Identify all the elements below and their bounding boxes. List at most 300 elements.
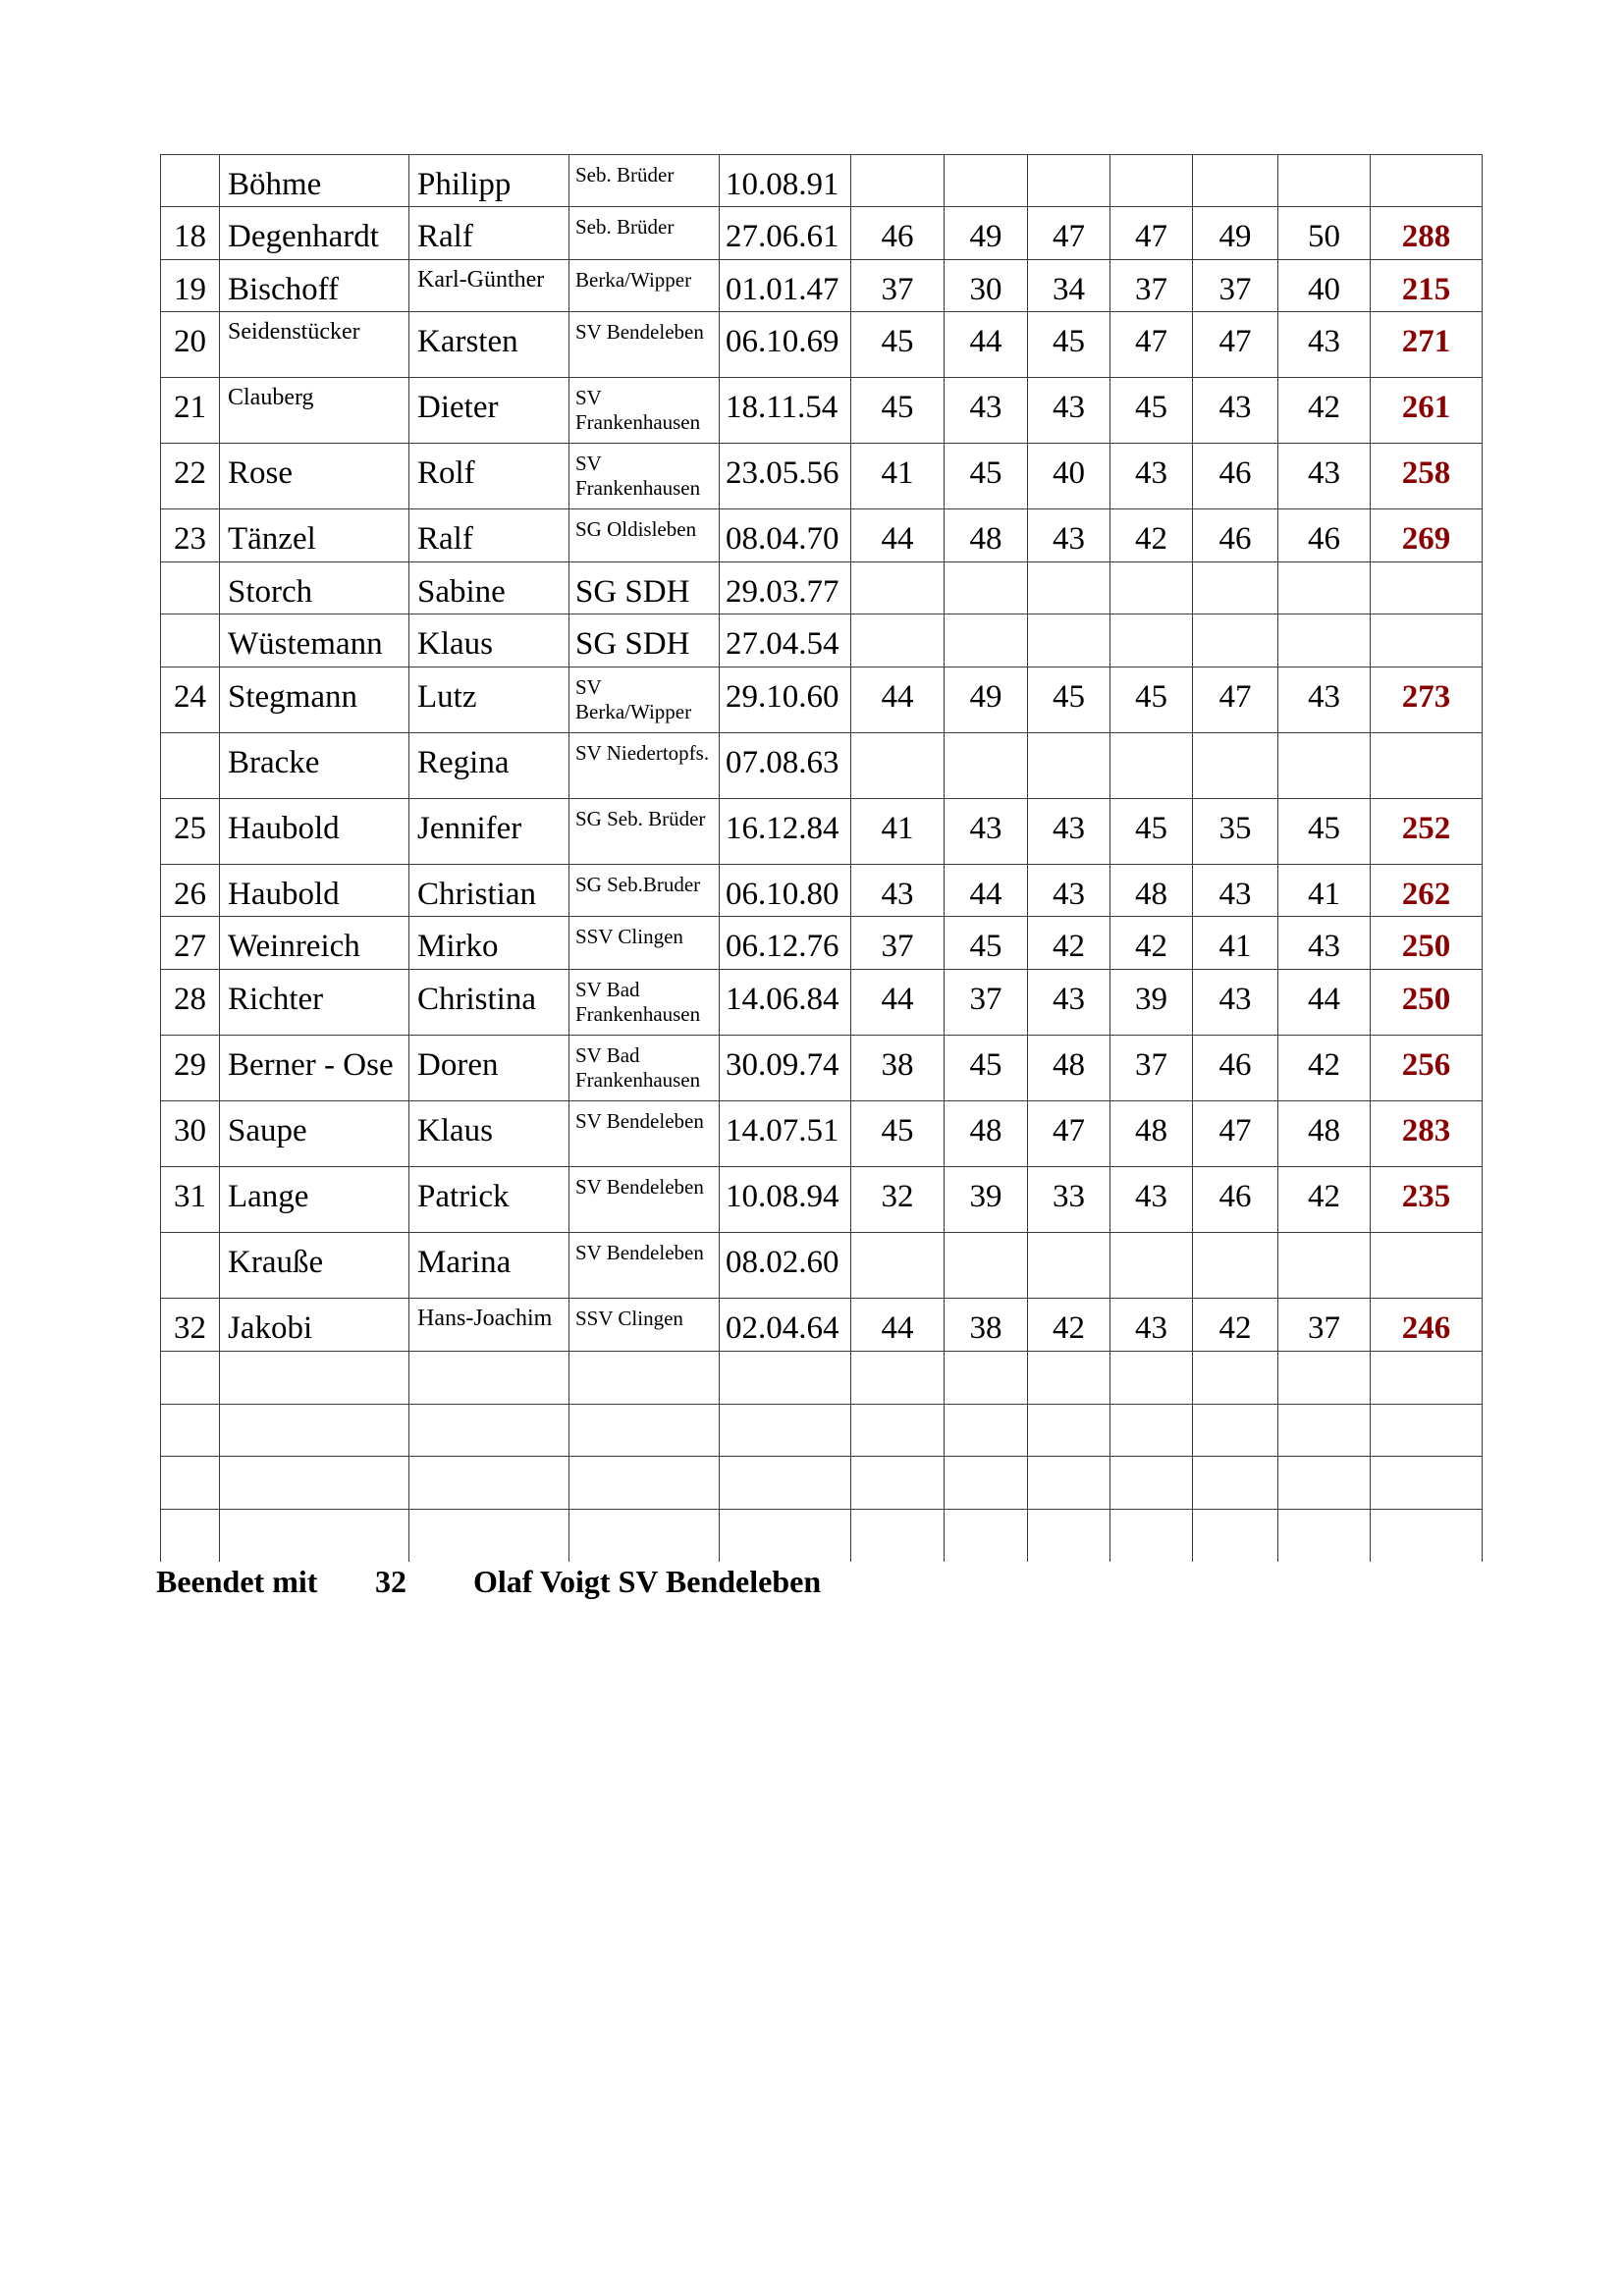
last-name-cell: Wüstemann xyxy=(220,614,409,667)
series-score-cell xyxy=(1028,1233,1110,1299)
last-name-cell xyxy=(220,1457,409,1510)
birthdate-cell: 08.04.70 xyxy=(720,509,851,562)
club-cell: SV Bad Frankenhausen xyxy=(569,970,720,1036)
total-score-cell xyxy=(1371,1510,1483,1562)
rank-cell: 20 xyxy=(161,312,220,378)
series-score-cell: 48 xyxy=(945,509,1028,562)
birthdate-cell: 08.02.60 xyxy=(720,1233,851,1299)
club-cell: SV Frankenhausen xyxy=(569,378,720,444)
series-score-cell: 43 xyxy=(1028,865,1110,917)
last-name-cell: Bracke xyxy=(220,733,409,799)
total-score-cell xyxy=(1371,1352,1483,1405)
series-score-cell: 47 xyxy=(1193,312,1278,378)
club-cell: Seb. Brüder xyxy=(569,155,720,207)
series-score-cell: 46 xyxy=(1278,509,1371,562)
series-score-cell: 48 xyxy=(945,1101,1028,1167)
first-name-cell: Klaus xyxy=(409,1101,569,1167)
total-score-cell xyxy=(1371,614,1483,667)
series-score-cell: 47 xyxy=(1028,207,1110,260)
series-score-cell xyxy=(1028,1457,1110,1510)
table-row xyxy=(161,1299,1483,1352)
series-score-cell: 43 xyxy=(945,799,1028,865)
last-name-cell xyxy=(220,1352,409,1405)
series-score-cell xyxy=(1193,1510,1278,1562)
birthdate-cell: 30.09.74 xyxy=(720,1036,851,1101)
club-cell xyxy=(569,1352,720,1405)
last-name-cell: Haubold xyxy=(220,799,409,865)
series-score-cell: 41 xyxy=(1278,865,1371,917)
rank-cell: 31 xyxy=(161,1167,220,1233)
table-row xyxy=(161,799,1483,865)
series-score-cell: 43 xyxy=(1278,312,1371,378)
series-score-cell: 43 xyxy=(1193,970,1278,1036)
series-score-cell xyxy=(1028,1510,1110,1562)
series-score-cell xyxy=(945,1457,1028,1510)
series-score-cell: 45 xyxy=(1028,667,1110,733)
rank-cell: 32 xyxy=(161,1299,220,1352)
first-name-cell: Philipp xyxy=(409,155,569,207)
series-score-cell: 46 xyxy=(1193,1167,1278,1233)
first-name-cell: Doren xyxy=(409,1036,569,1101)
series-score-cell: 37 xyxy=(851,917,945,970)
first-name-cell xyxy=(409,1352,569,1405)
birthdate-cell: 16.12.84 xyxy=(720,799,851,865)
series-score-cell xyxy=(1028,1405,1110,1457)
club-cell xyxy=(569,1457,720,1510)
total-score-cell xyxy=(1371,1405,1483,1457)
first-name-cell: Klaus xyxy=(409,614,569,667)
series-score-cell xyxy=(1193,562,1278,614)
series-score-cell: 37 xyxy=(1278,1299,1371,1352)
first-name-cell: Ralf xyxy=(409,207,569,260)
total-score-cell xyxy=(1371,1457,1483,1510)
series-score-cell: 40 xyxy=(1028,444,1110,509)
series-score-cell: 48 xyxy=(1110,1101,1193,1167)
club-cell: Seb. Brüder xyxy=(569,207,720,260)
birthdate-cell: 29.10.60 xyxy=(720,667,851,733)
series-score-cell: 46 xyxy=(1193,444,1278,509)
series-score-cell xyxy=(1278,1233,1371,1299)
total-score-cell: 271 xyxy=(1371,312,1483,378)
first-name-cell: Karl-Günther xyxy=(409,260,569,312)
first-name-cell: Jennifer xyxy=(409,799,569,865)
rank-cell: 21 xyxy=(161,378,220,444)
series-score-cell xyxy=(1110,1457,1193,1510)
series-score-cell: 45 xyxy=(945,917,1028,970)
series-score-cell: 45 xyxy=(851,1101,945,1167)
total-score-cell: 256 xyxy=(1371,1036,1483,1101)
club-cell: SSV Clingen xyxy=(569,917,720,970)
series-score-cell xyxy=(945,1405,1028,1457)
series-score-cell: 47 xyxy=(1110,207,1193,260)
series-score-cell: 38 xyxy=(945,1299,1028,1352)
series-score-cell: 37 xyxy=(1110,260,1193,312)
series-score-cell: 43 xyxy=(1278,917,1371,970)
rank-cell xyxy=(161,1457,220,1510)
series-score-cell: 32 xyxy=(851,1167,945,1233)
last-name-cell: Richter xyxy=(220,970,409,1036)
table-row xyxy=(161,1405,1483,1457)
series-score-cell: 43 xyxy=(1028,378,1110,444)
series-score-cell: 42 xyxy=(1110,509,1193,562)
series-score-cell: 44 xyxy=(851,509,945,562)
series-score-cell: 42 xyxy=(1193,1299,1278,1352)
club-cell: SV Frankenhausen xyxy=(569,444,720,509)
table-row xyxy=(161,614,1483,667)
first-name-cell: Dieter xyxy=(409,378,569,444)
series-score-cell: 38 xyxy=(851,1036,945,1101)
rank-cell: 23 xyxy=(161,509,220,562)
series-score-cell: 43 xyxy=(1028,509,1110,562)
series-score-cell: 41 xyxy=(1193,917,1278,970)
total-score-cell: 215 xyxy=(1371,260,1483,312)
last-name-cell: Stegmann xyxy=(220,667,409,733)
table-row xyxy=(161,155,1483,207)
finished-label: Beendet mit xyxy=(156,1564,318,1599)
series-score-cell: 44 xyxy=(945,865,1028,917)
series-score-cell: 43 xyxy=(1110,1299,1193,1352)
series-score-cell: 39 xyxy=(1110,970,1193,1036)
series-score-cell xyxy=(1110,1510,1193,1562)
birthdate-cell: 10.08.94 xyxy=(720,1167,851,1233)
last-name-cell: Kraußе xyxy=(220,1233,409,1299)
series-score-cell: 39 xyxy=(945,1167,1028,1233)
series-score-cell: 45 xyxy=(1028,312,1110,378)
table-row xyxy=(161,1036,1483,1101)
signature: Olaf Voigt SV Bendeleben xyxy=(473,1564,822,1599)
club-cell: SV Bendeleben xyxy=(569,1167,720,1233)
rank-cell: 18 xyxy=(161,207,220,260)
rank-cell xyxy=(161,155,220,207)
series-score-cell: 45 xyxy=(851,312,945,378)
table-row xyxy=(161,917,1483,970)
table-row xyxy=(161,312,1483,378)
rank-cell xyxy=(161,562,220,614)
series-score-cell xyxy=(1110,1233,1193,1299)
club-cell xyxy=(569,1405,720,1457)
series-score-cell xyxy=(1278,562,1371,614)
birthdate-cell xyxy=(720,1457,851,1510)
series-score-cell xyxy=(851,1457,945,1510)
last-name-cell: Berner - Ose xyxy=(220,1036,409,1101)
last-name-cell: Böhme xyxy=(220,155,409,207)
rank-cell: 27 xyxy=(161,917,220,970)
first-name-cell: Christina xyxy=(409,970,569,1036)
rank-cell xyxy=(161,1405,220,1457)
series-score-cell: 45 xyxy=(1110,667,1193,733)
results-table-body xyxy=(161,155,1483,1562)
series-score-cell: 35 xyxy=(1193,799,1278,865)
club-cell: SG SDH xyxy=(569,562,720,614)
series-score-cell xyxy=(945,1233,1028,1299)
series-score-cell: 47 xyxy=(1193,1101,1278,1167)
series-score-cell xyxy=(1193,155,1278,207)
total-score-cell xyxy=(1371,155,1483,207)
first-name-cell: Regina xyxy=(409,733,569,799)
series-score-cell xyxy=(1110,614,1193,667)
series-score-cell: 47 xyxy=(1028,1101,1110,1167)
birthdate-cell: 02.04.64 xyxy=(720,1299,851,1352)
total-score-cell: 246 xyxy=(1371,1299,1483,1352)
first-name-cell: Christian xyxy=(409,865,569,917)
total-score-cell: 273 xyxy=(1371,667,1483,733)
series-score-cell: 50 xyxy=(1278,207,1371,260)
series-score-cell: 45 xyxy=(1110,378,1193,444)
rank-cell xyxy=(161,733,220,799)
club-cell: SV Bendeleben xyxy=(569,1101,720,1167)
total-score-cell: 235 xyxy=(1371,1167,1483,1233)
total-score-cell: 288 xyxy=(1371,207,1483,260)
rank-cell xyxy=(161,1233,220,1299)
series-score-cell: 37 xyxy=(1110,1036,1193,1101)
series-score-cell: 42 xyxy=(1028,917,1110,970)
series-score-cell: 42 xyxy=(1278,1167,1371,1233)
club-cell: SG Seb. Brüder xyxy=(569,799,720,865)
series-score-cell: 43 xyxy=(1278,667,1371,733)
series-score-cell: 43 xyxy=(1193,378,1278,444)
series-score-cell: 45 xyxy=(1278,799,1371,865)
series-score-cell xyxy=(1278,614,1371,667)
total-score-cell xyxy=(1371,733,1483,799)
series-score-cell xyxy=(1028,1352,1110,1405)
series-score-cell: 47 xyxy=(1110,312,1193,378)
series-score-cell xyxy=(1028,733,1110,799)
rank-cell: 22 xyxy=(161,444,220,509)
series-score-cell: 34 xyxy=(1028,260,1110,312)
series-score-cell: 44 xyxy=(851,1299,945,1352)
series-score-cell: 30 xyxy=(945,260,1028,312)
series-score-cell: 42 xyxy=(1278,1036,1371,1101)
series-score-cell xyxy=(1193,1352,1278,1405)
series-score-cell: 43 xyxy=(945,378,1028,444)
rank-cell: 24 xyxy=(161,667,220,733)
series-score-cell xyxy=(1110,733,1193,799)
series-score-cell xyxy=(1193,733,1278,799)
series-score-cell: 43 xyxy=(1278,444,1371,509)
first-name-cell: Marina xyxy=(409,1233,569,1299)
series-score-cell: 43 xyxy=(1028,970,1110,1036)
series-score-cell: 40 xyxy=(1278,260,1371,312)
series-score-cell xyxy=(851,614,945,667)
series-score-cell xyxy=(1278,733,1371,799)
table-row xyxy=(161,207,1483,260)
table-row xyxy=(161,509,1483,562)
club-cell: SG SDH xyxy=(569,614,720,667)
series-score-cell xyxy=(1193,1405,1278,1457)
series-score-cell xyxy=(851,1405,945,1457)
first-name-cell: Patrick xyxy=(409,1167,569,1233)
last-name-cell: Tänzel xyxy=(220,509,409,562)
series-score-cell xyxy=(1278,155,1371,207)
rank-cell: 30 xyxy=(161,1101,220,1167)
total-score-cell xyxy=(1371,562,1483,614)
club-cell: SV Bendeleben xyxy=(569,312,720,378)
total-score-cell xyxy=(1371,1233,1483,1299)
table-row xyxy=(161,1101,1483,1167)
table-row xyxy=(161,562,1483,614)
birthdate-cell: 29.03.77 xyxy=(720,562,851,614)
first-name-cell xyxy=(409,1510,569,1562)
series-score-cell: 47 xyxy=(1193,667,1278,733)
birthdate-cell xyxy=(720,1352,851,1405)
rank-cell xyxy=(161,614,220,667)
table-row xyxy=(161,1352,1483,1405)
club-cell xyxy=(569,1510,720,1562)
club-cell: SV Bad Frankenhausen xyxy=(569,1036,720,1101)
series-score-cell: 48 xyxy=(1278,1101,1371,1167)
total-score-cell: 261 xyxy=(1371,378,1483,444)
series-score-cell xyxy=(851,1233,945,1299)
club-cell: SV Niedertopfs. xyxy=(569,733,720,799)
series-score-cell: 46 xyxy=(1193,1036,1278,1101)
birthdate-cell xyxy=(720,1510,851,1562)
last-name-cell: Jakobi xyxy=(220,1299,409,1352)
series-score-cell: 45 xyxy=(945,444,1028,509)
first-name-cell: Lutz xyxy=(409,667,569,733)
series-score-cell xyxy=(1028,562,1110,614)
series-score-cell: 33 xyxy=(1028,1167,1110,1233)
series-score-cell: 37 xyxy=(1193,260,1278,312)
series-score-cell: 44 xyxy=(1278,970,1371,1036)
table-row xyxy=(161,970,1483,1036)
birthdate-cell: 10.08.91 xyxy=(720,155,851,207)
total-score-cell: 258 xyxy=(1371,444,1483,509)
series-score-cell xyxy=(1110,155,1193,207)
series-score-cell: 42 xyxy=(1028,1299,1110,1352)
series-score-cell xyxy=(1110,1405,1193,1457)
club-cell: SG Seb.Bruder xyxy=(569,865,720,917)
total-score-cell: 283 xyxy=(1371,1101,1483,1167)
last-name-cell xyxy=(220,1510,409,1562)
table-row xyxy=(161,444,1483,509)
birthdate-cell: 23.05.56 xyxy=(720,444,851,509)
series-score-cell: 41 xyxy=(851,799,945,865)
series-score-cell: 43 xyxy=(1193,865,1278,917)
first-name-cell xyxy=(409,1405,569,1457)
last-name-cell: Rose xyxy=(220,444,409,509)
rank-cell xyxy=(161,1510,220,1562)
series-score-cell: 37 xyxy=(851,260,945,312)
series-score-cell xyxy=(851,562,945,614)
series-score-cell: 44 xyxy=(851,970,945,1036)
last-name-cell: Saupe xyxy=(220,1101,409,1167)
birthdate-cell xyxy=(720,1405,851,1457)
total-score-cell: 262 xyxy=(1371,865,1483,917)
series-score-cell xyxy=(1278,1457,1371,1510)
series-score-cell: 45 xyxy=(945,1036,1028,1101)
first-name-cell: Ralf xyxy=(409,509,569,562)
series-score-cell: 48 xyxy=(1028,1036,1110,1101)
first-name-cell xyxy=(409,1457,569,1510)
series-score-cell xyxy=(1028,155,1110,207)
last-name-cell: Weinreich xyxy=(220,917,409,970)
series-score-cell: 49 xyxy=(945,667,1028,733)
total-score-cell: 269 xyxy=(1371,509,1483,562)
birthdate-cell: 14.06.84 xyxy=(720,970,851,1036)
series-score-cell: 43 xyxy=(1028,799,1110,865)
last-name-cell: Degenhardt xyxy=(220,207,409,260)
club-cell: SV Bendeleben xyxy=(569,1233,720,1299)
table-row xyxy=(161,378,1483,444)
first-name-cell: Mirko xyxy=(409,917,569,970)
series-score-cell xyxy=(945,1352,1028,1405)
birthdate-cell: 27.04.54 xyxy=(720,614,851,667)
last-name-cell: Storch xyxy=(220,562,409,614)
series-score-cell xyxy=(945,733,1028,799)
series-score-cell xyxy=(851,733,945,799)
series-score-cell: 37 xyxy=(945,970,1028,1036)
series-score-cell: 43 xyxy=(1110,1167,1193,1233)
series-score-cell xyxy=(1193,1457,1278,1510)
series-score-cell: 49 xyxy=(945,207,1028,260)
series-score-cell xyxy=(1110,1352,1193,1405)
last-name-cell: Haubold xyxy=(220,865,409,917)
series-score-cell xyxy=(945,562,1028,614)
birthdate-cell: 06.10.80 xyxy=(720,865,851,917)
rank-cell: 25 xyxy=(161,799,220,865)
series-score-cell xyxy=(1278,1510,1371,1562)
series-score-cell xyxy=(851,1352,945,1405)
series-score-cell: 41 xyxy=(851,444,945,509)
series-score-cell: 42 xyxy=(1278,378,1371,444)
rank-cell: 26 xyxy=(161,865,220,917)
series-score-cell: 42 xyxy=(1110,917,1193,970)
results-table xyxy=(160,154,1483,1562)
series-score-cell xyxy=(945,614,1028,667)
table-row xyxy=(161,1457,1483,1510)
table-row xyxy=(161,865,1483,917)
first-name-cell: Sabine xyxy=(409,562,569,614)
birthdate-cell: 27.06.61 xyxy=(720,207,851,260)
birthdate-cell: 07.08.63 xyxy=(720,733,851,799)
first-name-cell: Hans-Joachim xyxy=(409,1299,569,1352)
birthdate-cell: 14.07.51 xyxy=(720,1101,851,1167)
series-score-cell: 49 xyxy=(1193,207,1278,260)
table-row xyxy=(161,260,1483,312)
series-score-cell xyxy=(945,155,1028,207)
finished-count: 32 xyxy=(375,1564,406,1599)
series-score-cell: 48 xyxy=(1110,865,1193,917)
last-name-cell: Bischoff xyxy=(220,260,409,312)
series-score-cell: 46 xyxy=(851,207,945,260)
series-score-cell xyxy=(945,1510,1028,1562)
birthdate-cell: 06.12.76 xyxy=(720,917,851,970)
series-score-cell: 44 xyxy=(851,667,945,733)
series-score-cell xyxy=(1278,1405,1371,1457)
table-row xyxy=(161,1167,1483,1233)
total-score-cell: 250 xyxy=(1371,970,1483,1036)
table-row xyxy=(161,1233,1483,1299)
series-score-cell: 43 xyxy=(1110,444,1193,509)
last-name-cell: Seidenstücker xyxy=(220,312,409,378)
club-cell: Berka/Wipper xyxy=(569,260,720,312)
first-name-cell: Karsten xyxy=(409,312,569,378)
series-score-cell xyxy=(851,155,945,207)
club-cell: SG Oldisleben xyxy=(569,509,720,562)
table-row xyxy=(161,733,1483,799)
total-score-cell: 252 xyxy=(1371,799,1483,865)
club-cell: SV Berka/Wipper xyxy=(569,667,720,733)
first-name-cell: Rolf xyxy=(409,444,569,509)
series-score-cell xyxy=(1193,1233,1278,1299)
series-score-cell xyxy=(1028,614,1110,667)
series-score-cell xyxy=(1110,562,1193,614)
series-score-cell: 43 xyxy=(851,865,945,917)
last-name-cell: Lange xyxy=(220,1167,409,1233)
birthdate-cell: 06.10.69 xyxy=(720,312,851,378)
series-score-cell xyxy=(851,1510,945,1562)
series-score-cell: 45 xyxy=(1110,799,1193,865)
